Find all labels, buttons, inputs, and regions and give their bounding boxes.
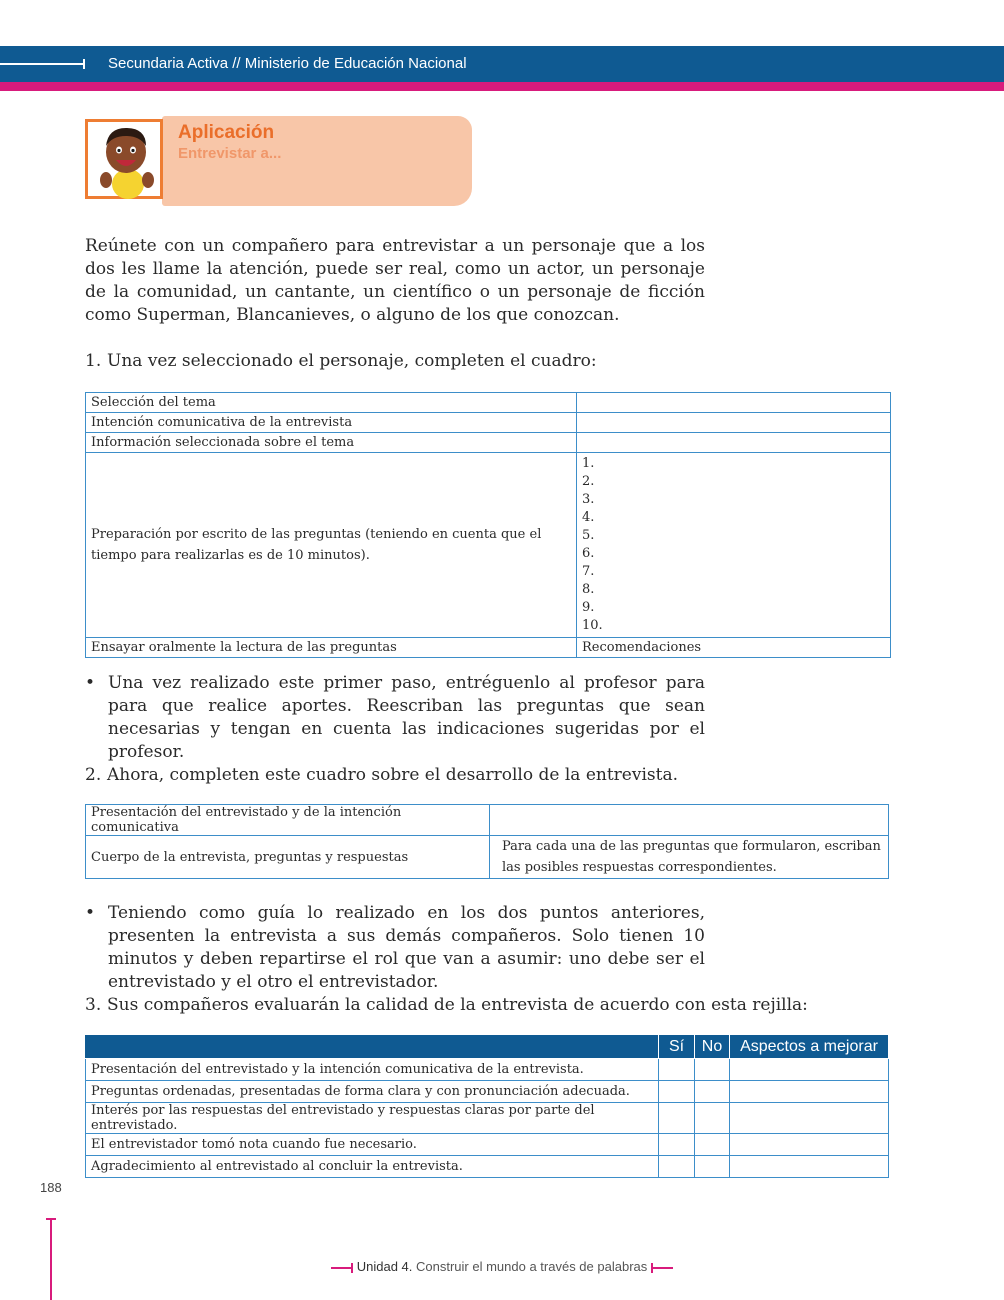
row-label: Preparación por escrito de las preguntas (teniendo en cuenta que el tiempo para realizarlas es de 10 minutos). bbox=[86, 453, 577, 638]
bullet-icon: • bbox=[85, 673, 96, 693]
question-number: 1. bbox=[85, 351, 102, 371]
footer-unit: Unidad 4. bbox=[356, 1259, 413, 1274]
header-blank-cell bbox=[86, 1035, 659, 1059]
header-title: Secundaria Activa // Ministerio de Educación Nacional bbox=[108, 55, 467, 72]
row-value-cell[interactable]: Recomendaciones bbox=[577, 638, 891, 658]
bullet-text: Teniendo como guía lo realizado en los dos puntos anteriores, presenten la entrevista a sus demás compañeros. Solo tienen 10 minutos y deben repartirse el rol que van a asumir: uno debe ser el entrevistado y el otro el entrevistador. bbox=[108, 903, 705, 992]
list-item: 1. bbox=[582, 456, 595, 471]
no-cell[interactable] bbox=[695, 1156, 730, 1178]
footer-title: Construir el mundo a través de palabras bbox=[416, 1259, 648, 1274]
header-bar bbox=[0, 46, 1004, 82]
list-item: 8. bbox=[582, 582, 595, 597]
row-label: Presentación del entrevistado y de la intención comunicativa bbox=[86, 805, 490, 836]
table-row bbox=[86, 413, 891, 433]
row-label: Ensayar oralmente la lectura de las preguntas bbox=[86, 638, 577, 658]
list-item: 5. bbox=[582, 528, 595, 543]
student-avatar-illustration bbox=[85, 119, 163, 199]
no-cell[interactable] bbox=[695, 1134, 730, 1156]
table-row bbox=[86, 638, 891, 658]
page-number: 188 bbox=[40, 1180, 62, 1195]
bullet-paragraph-1 bbox=[85, 672, 705, 764]
list-item: 7. bbox=[582, 564, 595, 579]
list-item: 10. bbox=[582, 618, 603, 633]
no-cell[interactable] bbox=[695, 1103, 730, 1134]
footer-rule-left bbox=[331, 1267, 353, 1269]
evaluation-grid bbox=[85, 1034, 889, 1178]
child-thumbs-up-icon bbox=[88, 122, 160, 200]
table-row bbox=[86, 1156, 889, 1178]
question-text: Una vez seleccionado el personaje, completen el cuadro: bbox=[107, 351, 597, 371]
criterion-label: Preguntas ordenadas, presentadas de forma clara y con pronunciación adecuada. bbox=[86, 1081, 659, 1103]
footer bbox=[0, 1259, 1004, 1274]
row-label: Selección del tema bbox=[86, 393, 577, 413]
criterion-label: Presentación del entrevistado y la intención comunicativa de la entrevista. bbox=[86, 1059, 659, 1081]
improve-cell[interactable] bbox=[730, 1059, 889, 1081]
yes-cell[interactable] bbox=[659, 1156, 695, 1178]
intro-paragraph: Reúnete con un compañero para entrevistar a un personaje que a los dos les llame la atención, puede ser real, como un actor, un personaje de la comunidad, un cantante, un científico o un personaje de ficción como Superman, Blancanieves, o alguno de los que conozcan. bbox=[85, 236, 705, 325]
yes-cell[interactable] bbox=[659, 1134, 695, 1156]
header-yes: Sí bbox=[659, 1035, 695, 1059]
list-item: 9. bbox=[582, 600, 595, 615]
development-table bbox=[85, 804, 889, 879]
yes-cell[interactable] bbox=[659, 1103, 695, 1134]
header-improve: Aspectos a mejorar bbox=[730, 1035, 889, 1059]
planning-table bbox=[85, 392, 891, 658]
no-cell[interactable] bbox=[695, 1081, 730, 1103]
yes-cell[interactable] bbox=[659, 1059, 695, 1081]
improve-cell[interactable] bbox=[730, 1103, 889, 1134]
question-number: 2. bbox=[85, 765, 102, 785]
table-row bbox=[86, 1081, 889, 1103]
question-1 bbox=[85, 350, 597, 373]
section-subtitle: Entrevistar a... bbox=[178, 145, 282, 162]
criterion-label: Interés por las respuestas del entrevistado y respuestas claras por parte del entrevistado. bbox=[86, 1103, 659, 1134]
header-rule bbox=[0, 63, 85, 65]
question-3 bbox=[85, 994, 808, 1017]
section-title: Aplicación bbox=[178, 122, 275, 143]
list-item: 6. bbox=[582, 546, 595, 561]
bullet-paragraph-2 bbox=[85, 902, 705, 994]
question-2 bbox=[85, 764, 678, 787]
list-item: 3. bbox=[582, 492, 595, 507]
table-row bbox=[86, 1059, 889, 1081]
table-row bbox=[86, 393, 891, 413]
table-row bbox=[86, 805, 889, 836]
criterion-label: Agradecimiento al entrevistado al concluir la entrevista. bbox=[86, 1156, 659, 1178]
row-value-cell[interactable] bbox=[577, 393, 891, 413]
no-cell[interactable] bbox=[695, 1059, 730, 1081]
row-value-cell[interactable] bbox=[490, 805, 889, 836]
improve-cell[interactable] bbox=[730, 1081, 889, 1103]
list-item: 2. bbox=[582, 474, 595, 489]
question-number: 3. bbox=[85, 995, 102, 1015]
criterion-label: El entrevistador tomó nota cuando fue necesario. bbox=[86, 1134, 659, 1156]
question-text: Ahora, completen este cuadro sobre el desarrollo de la entrevista. bbox=[107, 765, 678, 785]
header-accent-stripe bbox=[0, 82, 1004, 91]
table-row bbox=[86, 453, 891, 638]
footer-rule-right bbox=[651, 1267, 673, 1269]
header-no: No bbox=[695, 1035, 730, 1059]
improve-cell[interactable] bbox=[730, 1156, 889, 1178]
row-value-cell[interactable] bbox=[577, 413, 891, 433]
row-label: Cuerpo de la entrevista, preguntas y respuestas bbox=[86, 836, 490, 879]
question-text: Sus compañeros evaluarán la calidad de la entrevista de acuerdo con esta rejilla: bbox=[107, 995, 808, 1015]
bullet-icon: • bbox=[85, 903, 96, 923]
yes-cell[interactable] bbox=[659, 1081, 695, 1103]
row-label: Información seleccionada sobre el tema bbox=[86, 433, 577, 453]
table-row bbox=[86, 1134, 889, 1156]
table-row bbox=[86, 433, 891, 453]
question-number-list[interactable] bbox=[577, 453, 891, 638]
row-value-cell[interactable] bbox=[577, 433, 891, 453]
table-row bbox=[86, 1103, 889, 1134]
table-row bbox=[86, 836, 889, 879]
row-value-cell[interactable]: Para cada una de las preguntas que formularon, escriban las posibles respuestas correspondientes. bbox=[490, 836, 889, 879]
table-header-row bbox=[86, 1035, 889, 1059]
list-item: 4. bbox=[582, 510, 595, 525]
row-label: Intención comunicativa de la entrevista bbox=[86, 413, 577, 433]
bullet-text: Una vez realizado este primer paso, entréguenlo al profesor para para que realice aportes. Reescriban las preguntas que sean necesarias y tengan en cuenta las indicaciones sugeridas por el profesor. bbox=[108, 673, 705, 762]
improve-cell[interactable] bbox=[730, 1134, 889, 1156]
